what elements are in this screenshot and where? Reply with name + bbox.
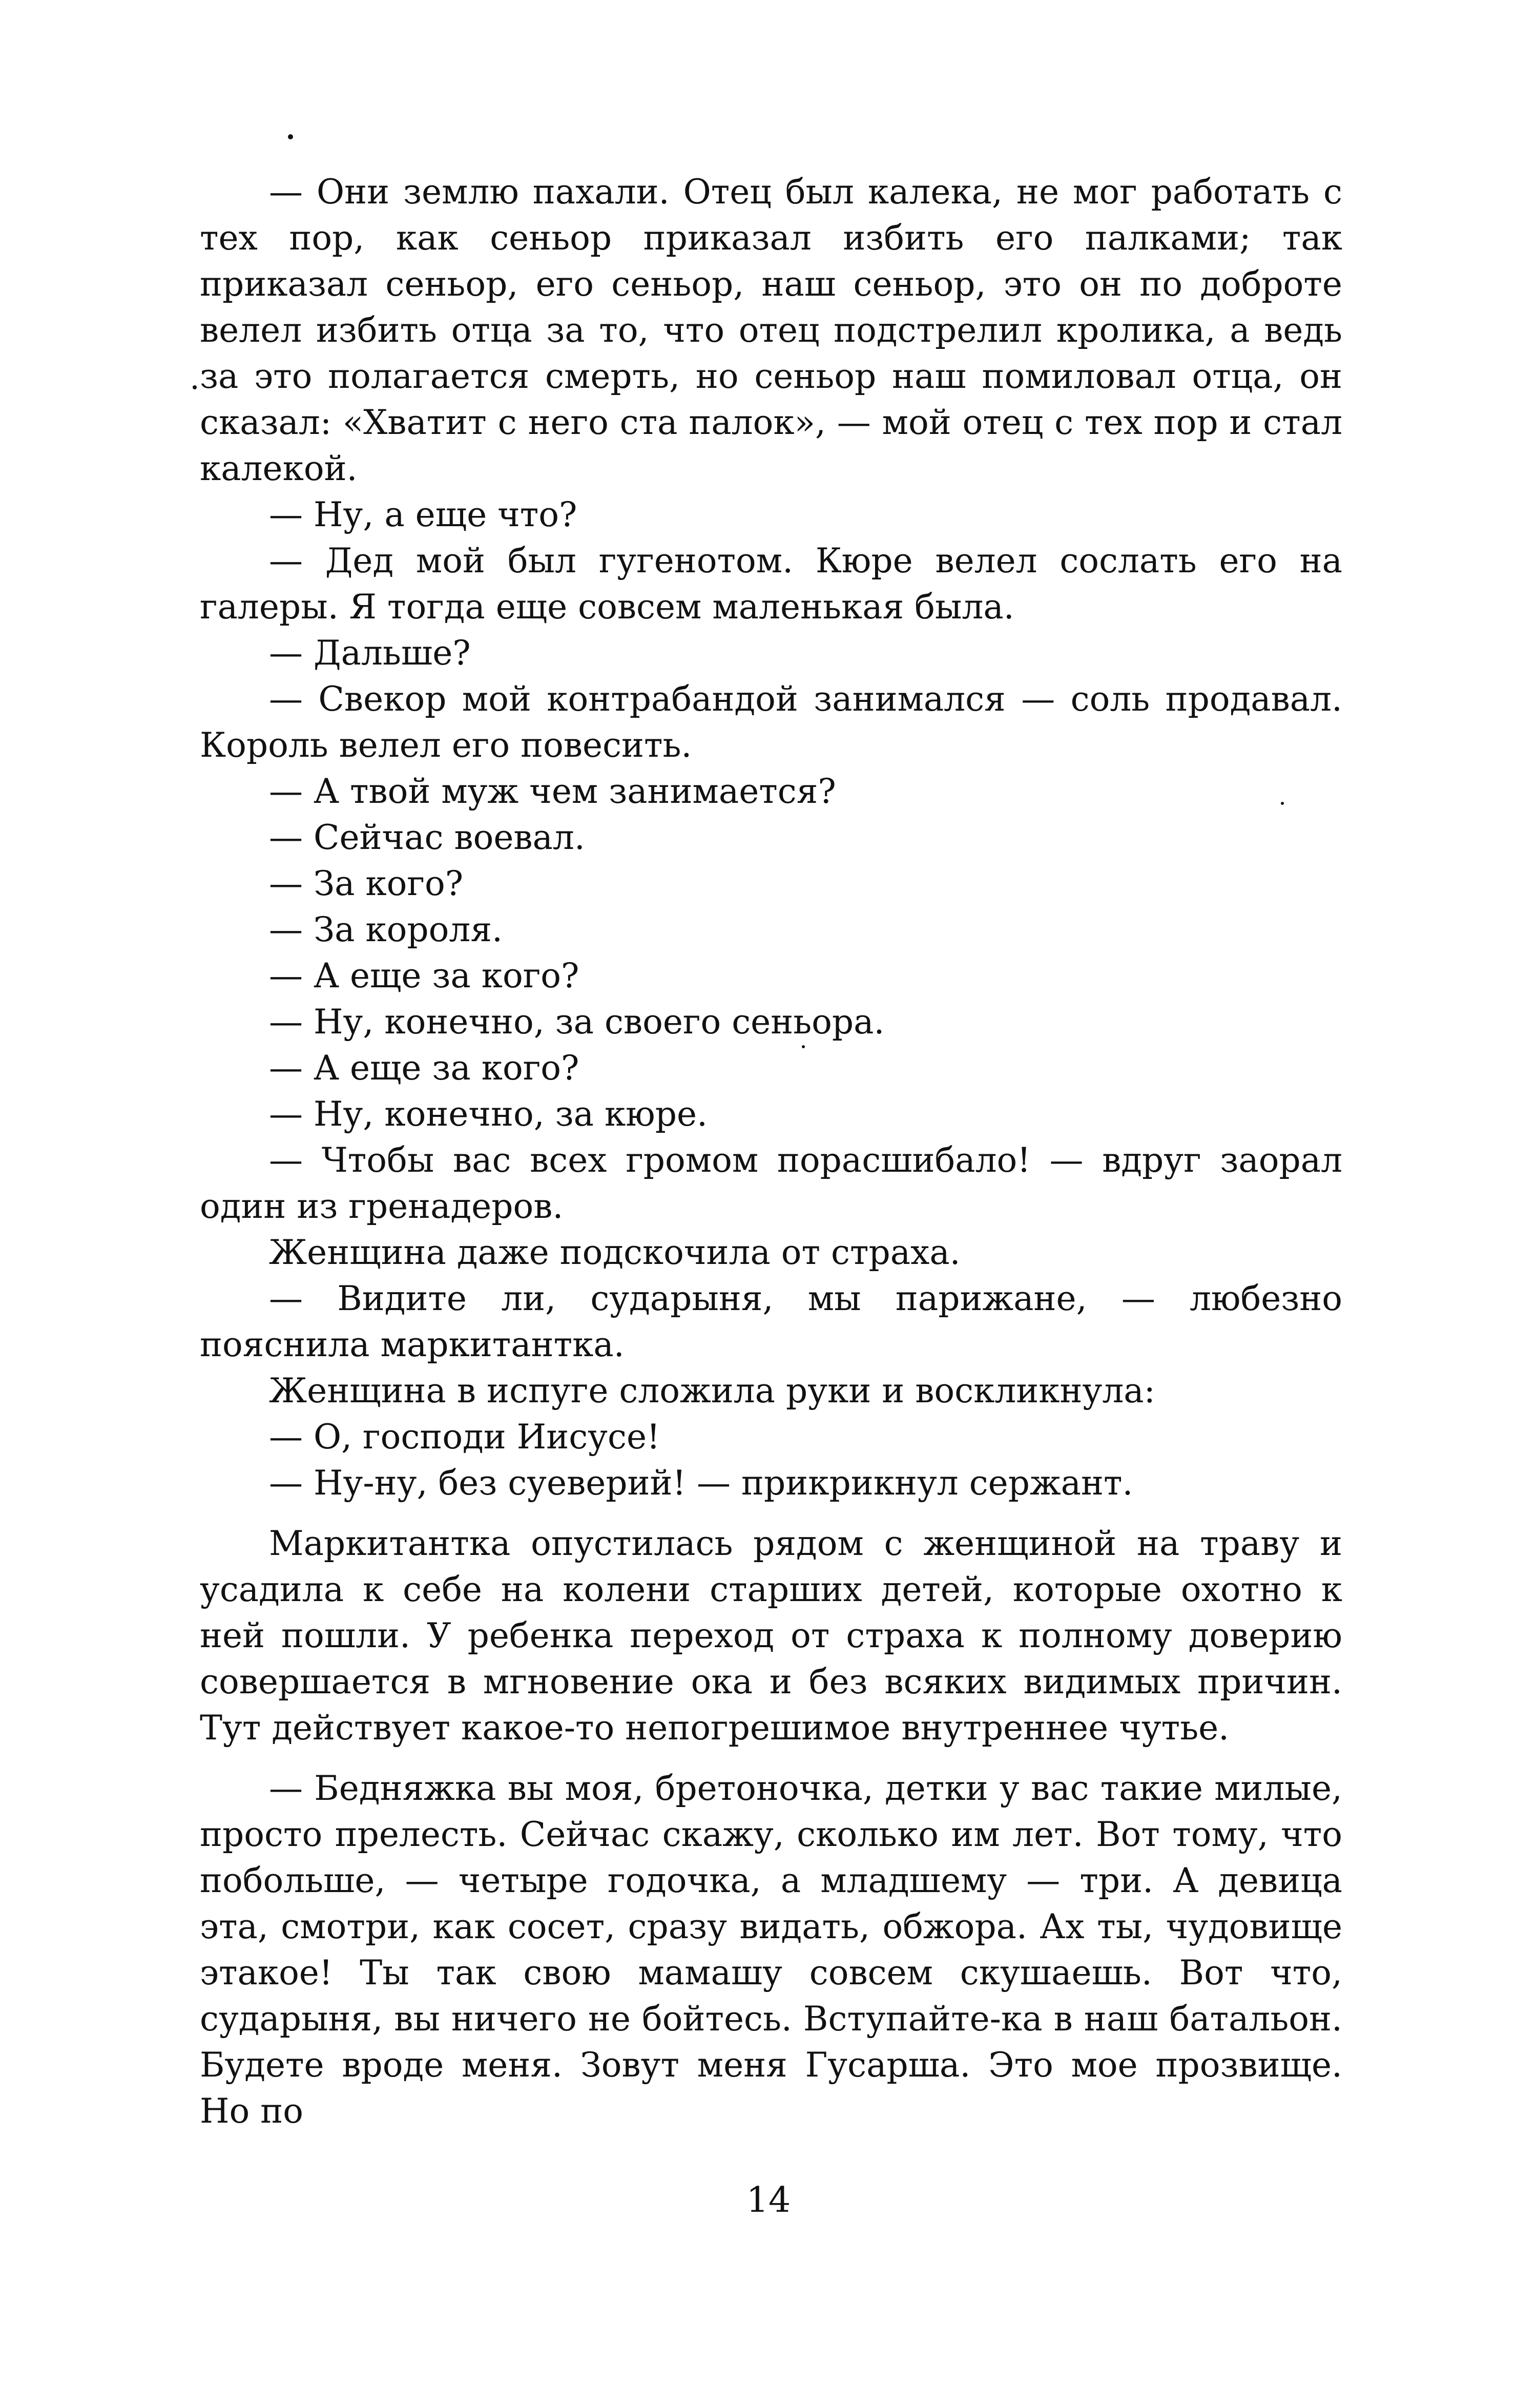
paragraph-11: — Ну, конечно, за своего сеньора. [269, 1002, 885, 1042]
paragraph-7: — Сейчас воевал. [269, 818, 585, 857]
paragraph-13: — Ну, конечно, за кюре. [269, 1094, 708, 1134]
paragraph-10: — А еще за кого? [269, 956, 579, 995]
paragraph-2: — Ну, а еще что? [269, 495, 577, 534]
paragraph-21: — Бедняжка вы моя, бретоночка, детки у вас такие милые, просто прелесть. Сейчас скажу, сколько им лет. Вот тому, что побольше, — четыре годочка, а младшему — три. А девица эта, смотри, как сосет, сразу видать, обжора. Ах ты, чудовище этакое! Ты так свою мамашу совсем скушаешь. Вот что, сударыня, вы ничего не бойтесь. Вступайте-ка в наш батальон. Будете вроде меня. Зовут меня Гусарша. Это мое прозвище. Но по [200, 1769, 1342, 2131]
paragraph-1: — Они землю пахали. Отец был калека, не мог работать с тех пор, как сеньор приказал избить его палками; так приказал сеньор, его сеньор, наш сеньор, это он по доброте велел избить отца за то, что отец подстрелил кролика, а ведь за это полагается смерть, но сеньор наш помиловал отца, он сказал: «Хватит с него ста палок», — мой отец с тех пор и стал калекой. [200, 172, 1342, 488]
paragraph-6: — А твой муж чем занимается? [269, 772, 836, 811]
paragraph-18: — О, господи Иисусе! [269, 1417, 660, 1457]
print-speck [1281, 802, 1284, 805]
paragraph-5: — Свекор мой контрабандой занимался — соль продавал. Король велел его повесить. [200, 679, 1342, 765]
paragraph-17: Женщина в испуге сложила руки и воскликнула: [269, 1371, 1155, 1410]
page-number: 14 [746, 2180, 791, 2220]
paragraph-3: — Дед мой был гугенотом. Кюре велел сослать его на галеры. Я тогда еще совсем маленькая была. [200, 541, 1342, 627]
print-speck [193, 385, 197, 389]
paragraph-9: — За короля. [269, 910, 503, 949]
paragraph-19: — Ну-ну, без суеверий! — прикрикнул сержант. [269, 1463, 1133, 1503]
print-speck [288, 134, 293, 139]
paragraph-20: Маркитантка опустилась рядом с женщиной на траву и усадила к себе на колени старших детей, которые охотно к ней пошли. У ребенка переход от страха к полному доверию совершается в мгновение ока и без всяких видимых причин. Тут действует какое-то непогрешимое внутреннее чутье. [200, 1524, 1342, 1748]
paragraph-15: Женщина даже подскочила от страха. [269, 1233, 961, 1272]
paragraph-16: — Видите ли, сударыня, мы парижане, — любезно пояснила маркитантка. [200, 1279, 1342, 1364]
paragraph-12: — А еще за кого? [269, 1048, 579, 1088]
print-speck [802, 1045, 805, 1048]
paragraph-8: — За кого? [269, 864, 464, 903]
paragraph-14: — Чтобы вас всех громом порасшибало! — вдруг заорал один из гренадеров. [200, 1140, 1342, 1226]
paragraph-4: — Дальше? [269, 633, 471, 673]
page-body [200, 169, 1342, 2134]
